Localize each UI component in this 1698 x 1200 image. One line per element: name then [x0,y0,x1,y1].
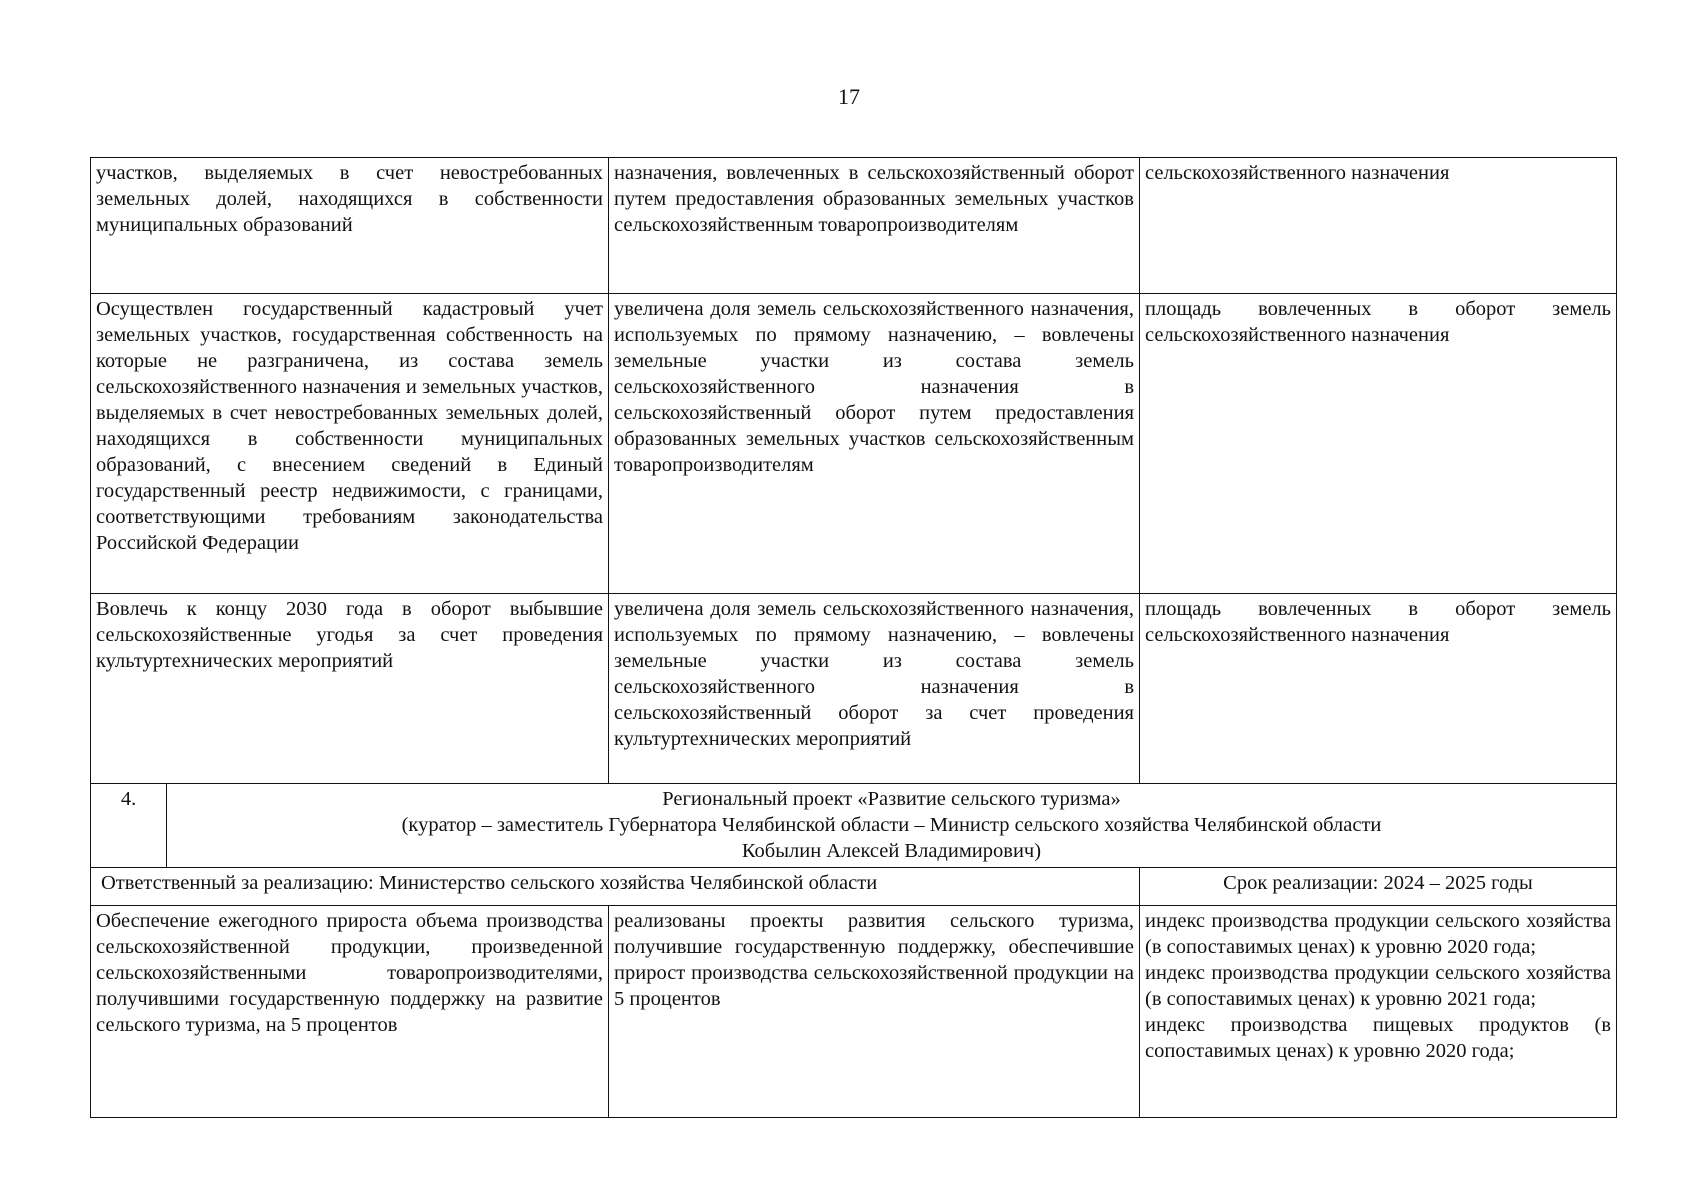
project-curator-name: Кобылин Алексей Владимирович) [741,840,1042,862]
table-row [91,594,1617,784]
responsible-row [91,868,1617,906]
indicator-cell [1140,906,1617,1118]
indicator-cell: площадь вовлеченных в оборот земель сельскохозяйственного назначения [1140,294,1617,594]
result-cell: увеличена доля земель сельскохозяйственного назначения, используемых по прямому назначению, – вовлечены земельные участки из состава земель сельскохозяйственного назначения в сельскохозяйственный оборот путем предоставления образованных земельных участков сельскохозяйственным товаропроизводителям [609,294,1140,594]
project-title [167,784,1617,868]
project-number: 4. [91,784,167,868]
result-cell: назначения, вовлеченных в сельскохозяйственный оборот путем предоставления образованных земельных участков сельскохозяйственным товаропроизводителям [609,158,1140,294]
project-curator: (куратор – заместитель Губернатора Челябинской области – Министр сельского хозяйства Челябинской области [401,814,1382,836]
project-header-row [91,784,1617,868]
indicator-cell: площадь вовлеченных в оборот земель сельскохозяйственного назначения [1140,594,1617,784]
goal-cell: участков, выделяемых в счет невостребованных земельных долей, находящихся в собственности муниципальных образований [91,158,609,294]
term-cell: Срок реализации: 2024 – 2025 годы [1140,868,1617,906]
page-number: 17 [838,84,860,109]
table-row [91,294,1617,594]
result-cell: увеличена доля земель сельскохозяйственного назначения, используемых по прямому назначению, – вовлечены земельные участки из состава земель сельскохозяйственного назначения в сельскохозяйственный оборот за счет проведения культуртехнических мероприятий [609,594,1140,784]
indicator-line: индекс производства пищевых продуктов (в сопоставимых ценах) к уровню 2020 года; [1145,1014,1611,1062]
responsible-cell: Ответственный за реализацию: Министерство сельского хозяйства Челябинской области [91,868,1140,906]
project-name: Региональный проект «Развитие сельского туризма» [662,788,1121,810]
goal-cell: Вовлечь к концу 2030 года в оборот выбывшие сельскохозяйственные угодья за счет проведения культуртехнических мероприятий [91,594,609,784]
table-row [91,158,1617,294]
goal-cell: Обеспечение ежегодного прироста объема производства сельскохозяйственной продукции, произведенной сельскохозяйственными товаропроизводителями, получившими государственную поддержку на развитие сельского туризма, на 5 процентов [91,906,609,1118]
indicator-line: индекс производства продукции сельского хозяйства (в сопоставимых ценах) к уровню 2021 года; [1145,962,1611,1010]
indicator-line: индекс производства продукции сельского хозяйства (в сопоставимых ценах) к уровню 2020 года; [1145,910,1611,958]
document-table [90,157,1617,1118]
indicator-cell: сельскохозяйственного назначения [1140,158,1617,294]
table-row [91,906,1617,1118]
goal-cell: Осуществлен государственный кадастровый учет земельных участков, государственная собственность на которые не разграничена, из состава земель сельскохозяйственного назначения и земельных участков, выделяемых в счет невостребованных земельных долей, находящихся в собственности муниципальных образований, с внесением сведений в Единый государственный реестр недвижимости, с границами, соответствующими требованиям законодательства Российской Федерации [91,294,609,594]
result-cell: реализованы проекты развития сельского туризма, получившие государственную поддержку, обеспечившие прирост производства сельскохозяйственной продукции на 5 процентов [609,906,1140,1118]
